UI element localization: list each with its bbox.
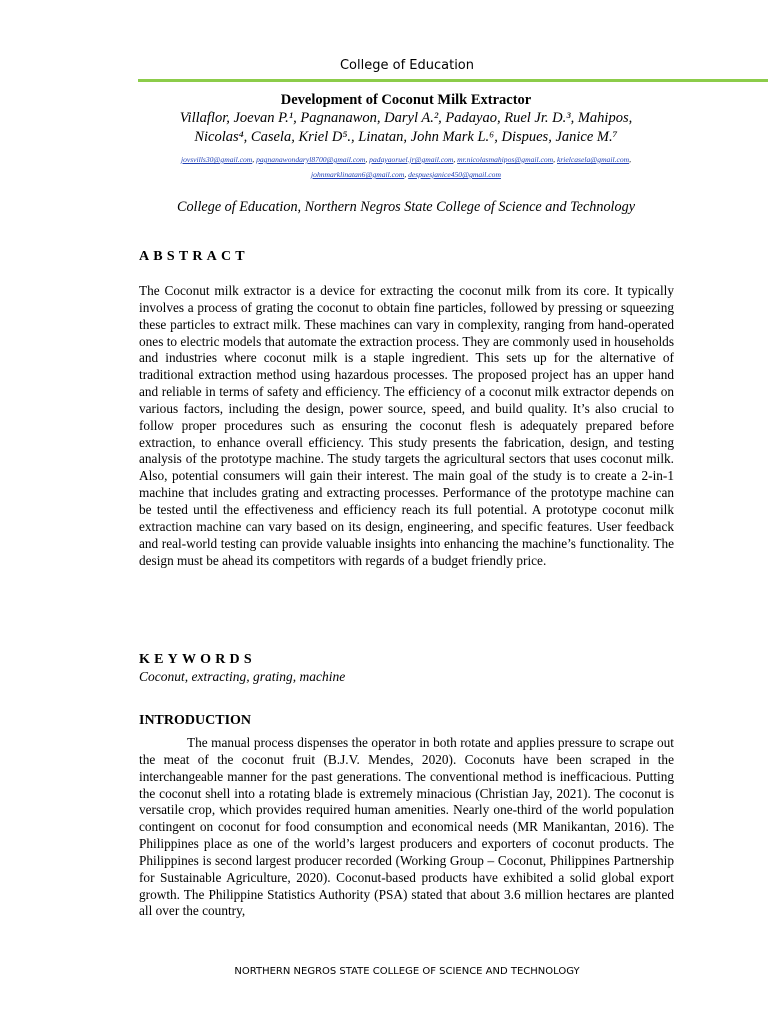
emails-line-2: johnmarklinatan6@gmail.com, despuesjanice450@gmail.com [311, 170, 501, 179]
email-link[interactable]: mr.nicolasmahipos@gmail.com [457, 155, 554, 164]
header-college-name: College of Education [339, 58, 475, 73]
email-link[interactable]: pagnanawondaryl8700@gmail.com [256, 155, 366, 164]
email-link[interactable]: krielcasela@gmail.com [556, 155, 630, 164]
title-block [138, 91, 674, 147]
introduction-body: The manual process dispenses the operator in both rotate and applies pressure to scrape out the meat of the coconut fruit (B.J.V. Mendes, 2020). Coconuts have been scraped in the interchangeable manner for the past generations. The conventional method is inefficacious. Putting the coconut shell into a rotating blade is extremely minacious (Christian Jay, 2021). The coconut is versatile crop, which provides required human amenities. Nearly one-third of the world population contingent on coconut for food consumption and economical needs (MR Manikantan, 2016). The Philippines place as one of the world’s largest producers and exporters of coconut products. The Philippines is second largest producer recorded (Working Group – Coconut, Philippines Partnership for Sustainable Agriculture, 2020). Coconut-based products have exhibited a solid global export growth. The Philippine Statistics Authority (PSA) stated that about 3.6 million hectares are planted all over the country, [139, 735, 674, 919]
introduction-heading: INTRODUCTION [139, 713, 252, 728]
emails-line-1: jovsvills30@gmail.com, pagnanawondaryl8700@gmail.com, padayaoruel.jr@gmail.com, mr.nicolasmahipos@gmail.com, krielcasela@gmail.com, [180, 155, 632, 164]
keywords-list: Coconut, extracting, grating, machine [139, 669, 346, 684]
email-link[interactable]: padayaoruel.jr@gmail.com [369, 155, 454, 164]
header-divider [138, 79, 768, 82]
email-link[interactable]: jovsvills30@gmail.com [180, 155, 253, 164]
footer-institution: NORTHERN NEGROS STATE COLLEGE OF SCIENCE AND TECHNOLOGY [234, 966, 580, 977]
author-emails [138, 152, 674, 182]
affiliation: College of Education, Northern Negros State College of Science and Technology [176, 199, 635, 215]
authors-line-2: Nicolas⁴, Casela, Kriel D⁵., Linatan, John Mark L.⁶, Dispues, Janice M.⁷ [194, 129, 618, 145]
paper-title: Development of Coconut Milk Extractor [280, 92, 532, 108]
page-header [0, 58, 768, 73]
page-footer [0, 966, 768, 977]
email-link[interactable]: johnmarklinatan6@gmail.com [311, 170, 405, 179]
abstract-heading: ABSTRACT [139, 249, 249, 264]
abstract-body: The Coconut milk extractor is a device for extracting the coconut milk from its core. It typically involves a process of grating the coconut to obtain fine particles, followed by pressing or squeezing these particles to extract milk. These machines can vary in complexity, ranging from hand-operated ones to electric models that automate the extraction process. They are commonly used in households and industries where coconut milk is a staple ingredient. This sets up for the alternative of traditional extraction method using hazardous processes. The proposed project has an upper hand and reliable in terms of safety and efficiency. The efficiency of a coconut milk extractor depends on various factors, including the design, power source, speed, and build quality. It’s also crucial to follow proper procedures such as ensuring the coconut flesh is adequately prepared before extraction, to enhance overall efficiency. This study presents the fabrication, design, and testing analysis of the prototype machine. The study targets the agricultural sectors that uses coconut milk. Also, potential consumers will gain their interest. The main goal of the study is to create a 2-in-1 machine that includes grating and extracting processes. Performance of the prototype machine can be tested until the effectiveness and efficiency reach its full potential. A prototype coconut milk extraction machine can vary based on its design, engineering, and specific features. User feedback and real-world testing can provide valuable insights into enhancing the machine’s functionality. The design must be ahead its competitors with regards of a budget friendly price. [139, 283, 674, 568]
keywords-heading: KEYWORDS [139, 652, 256, 667]
authors-line-1: Villaflor, Joevan P.¹, Pagnanawon, Daryl A.², Padayao, Ruel Jr. D.³, Mahipos, [179, 110, 633, 126]
email-link[interactable]: despuesjanice450@gmail.com [408, 170, 501, 179]
